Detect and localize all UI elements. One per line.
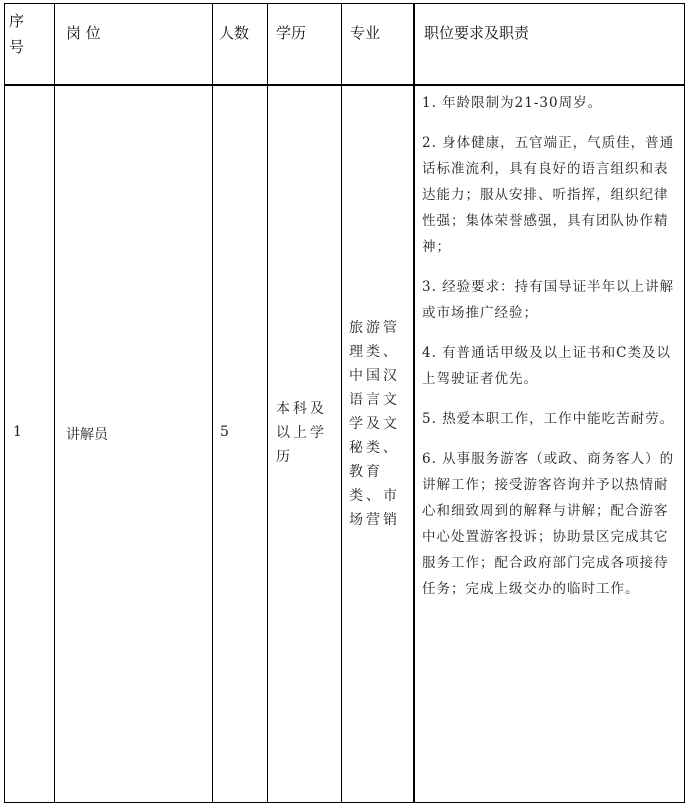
requirement-item: 1. 年龄限制为21-30周岁。 (422, 95, 603, 111)
row-index (13, 424, 22, 440)
row-position (66, 424, 108, 444)
header-requirements (424, 22, 529, 43)
row-count-value: 5 (220, 424, 229, 440)
requirement-item: 5. 热爱本职工作，工作中能吃苦耐劳。 (422, 411, 675, 427)
header-position (66, 22, 101, 43)
header-education-label: 学历 (276, 24, 307, 42)
table-bottom-border (4, 802, 685, 803)
header-requirements-label: 职位要求及职责 (424, 24, 530, 42)
header-education (276, 22, 306, 43)
header-bottom-border (4, 84, 685, 86)
row-major (349, 316, 413, 532)
header-index-label: 序号 (9, 12, 25, 56)
header-major-label: 专业 (350, 24, 381, 42)
header-index (9, 8, 49, 60)
row-requirements (422, 90, 678, 616)
row-education-value: 本科及以上学历 (276, 401, 327, 465)
requirement-item: 2. 身体健康，五官端正，气质佳，普通话标准流利，具有良好的语言组织和表达能力；服从安排、听指挥，组织纪律性强；集体荣誉感强，具有团队协作精神； (422, 135, 675, 255)
table-left-border (4, 3, 5, 803)
col-divider-3 (267, 3, 268, 803)
row-index-value: 1 (13, 424, 22, 440)
header-major (350, 22, 380, 43)
requirement-item: 6. 从事服务游客（或政、商务客人）的讲解工作；接受游客咨询并予以热情耐心和细致周到的解释与讲解；配合游客中心处置游客投诉；协助景区完成其它服务工作；配合政府部门完成各项接待任务；完成上级交办的临时工作。 (422, 451, 675, 597)
table-top-border (4, 3, 685, 4)
row-major-value: 旅游管理类、中国汉语言文学及文秘类、教育类、市场营销 (349, 320, 400, 528)
requirement-item: 3. 经验要求：持有国导证半年以上讲解或市场推广经验； (422, 279, 675, 321)
col-divider-2 (212, 3, 213, 803)
table-right-border (684, 3, 685, 803)
col-divider-1 (54, 3, 55, 803)
col-divider-4 (341, 3, 342, 803)
header-count (219, 22, 249, 43)
header-position-label: 岗 位 (66, 24, 101, 42)
col-divider-5 (413, 3, 415, 803)
row-count (220, 424, 229, 440)
requirement-item: 4. 有普通话甲级及以上证书和C类及以上驾驶证者优先。 (422, 345, 672, 387)
row-education (276, 397, 340, 469)
header-count-label: 人数 (219, 24, 250, 42)
row-position-value: 讲解员 (66, 427, 108, 443)
